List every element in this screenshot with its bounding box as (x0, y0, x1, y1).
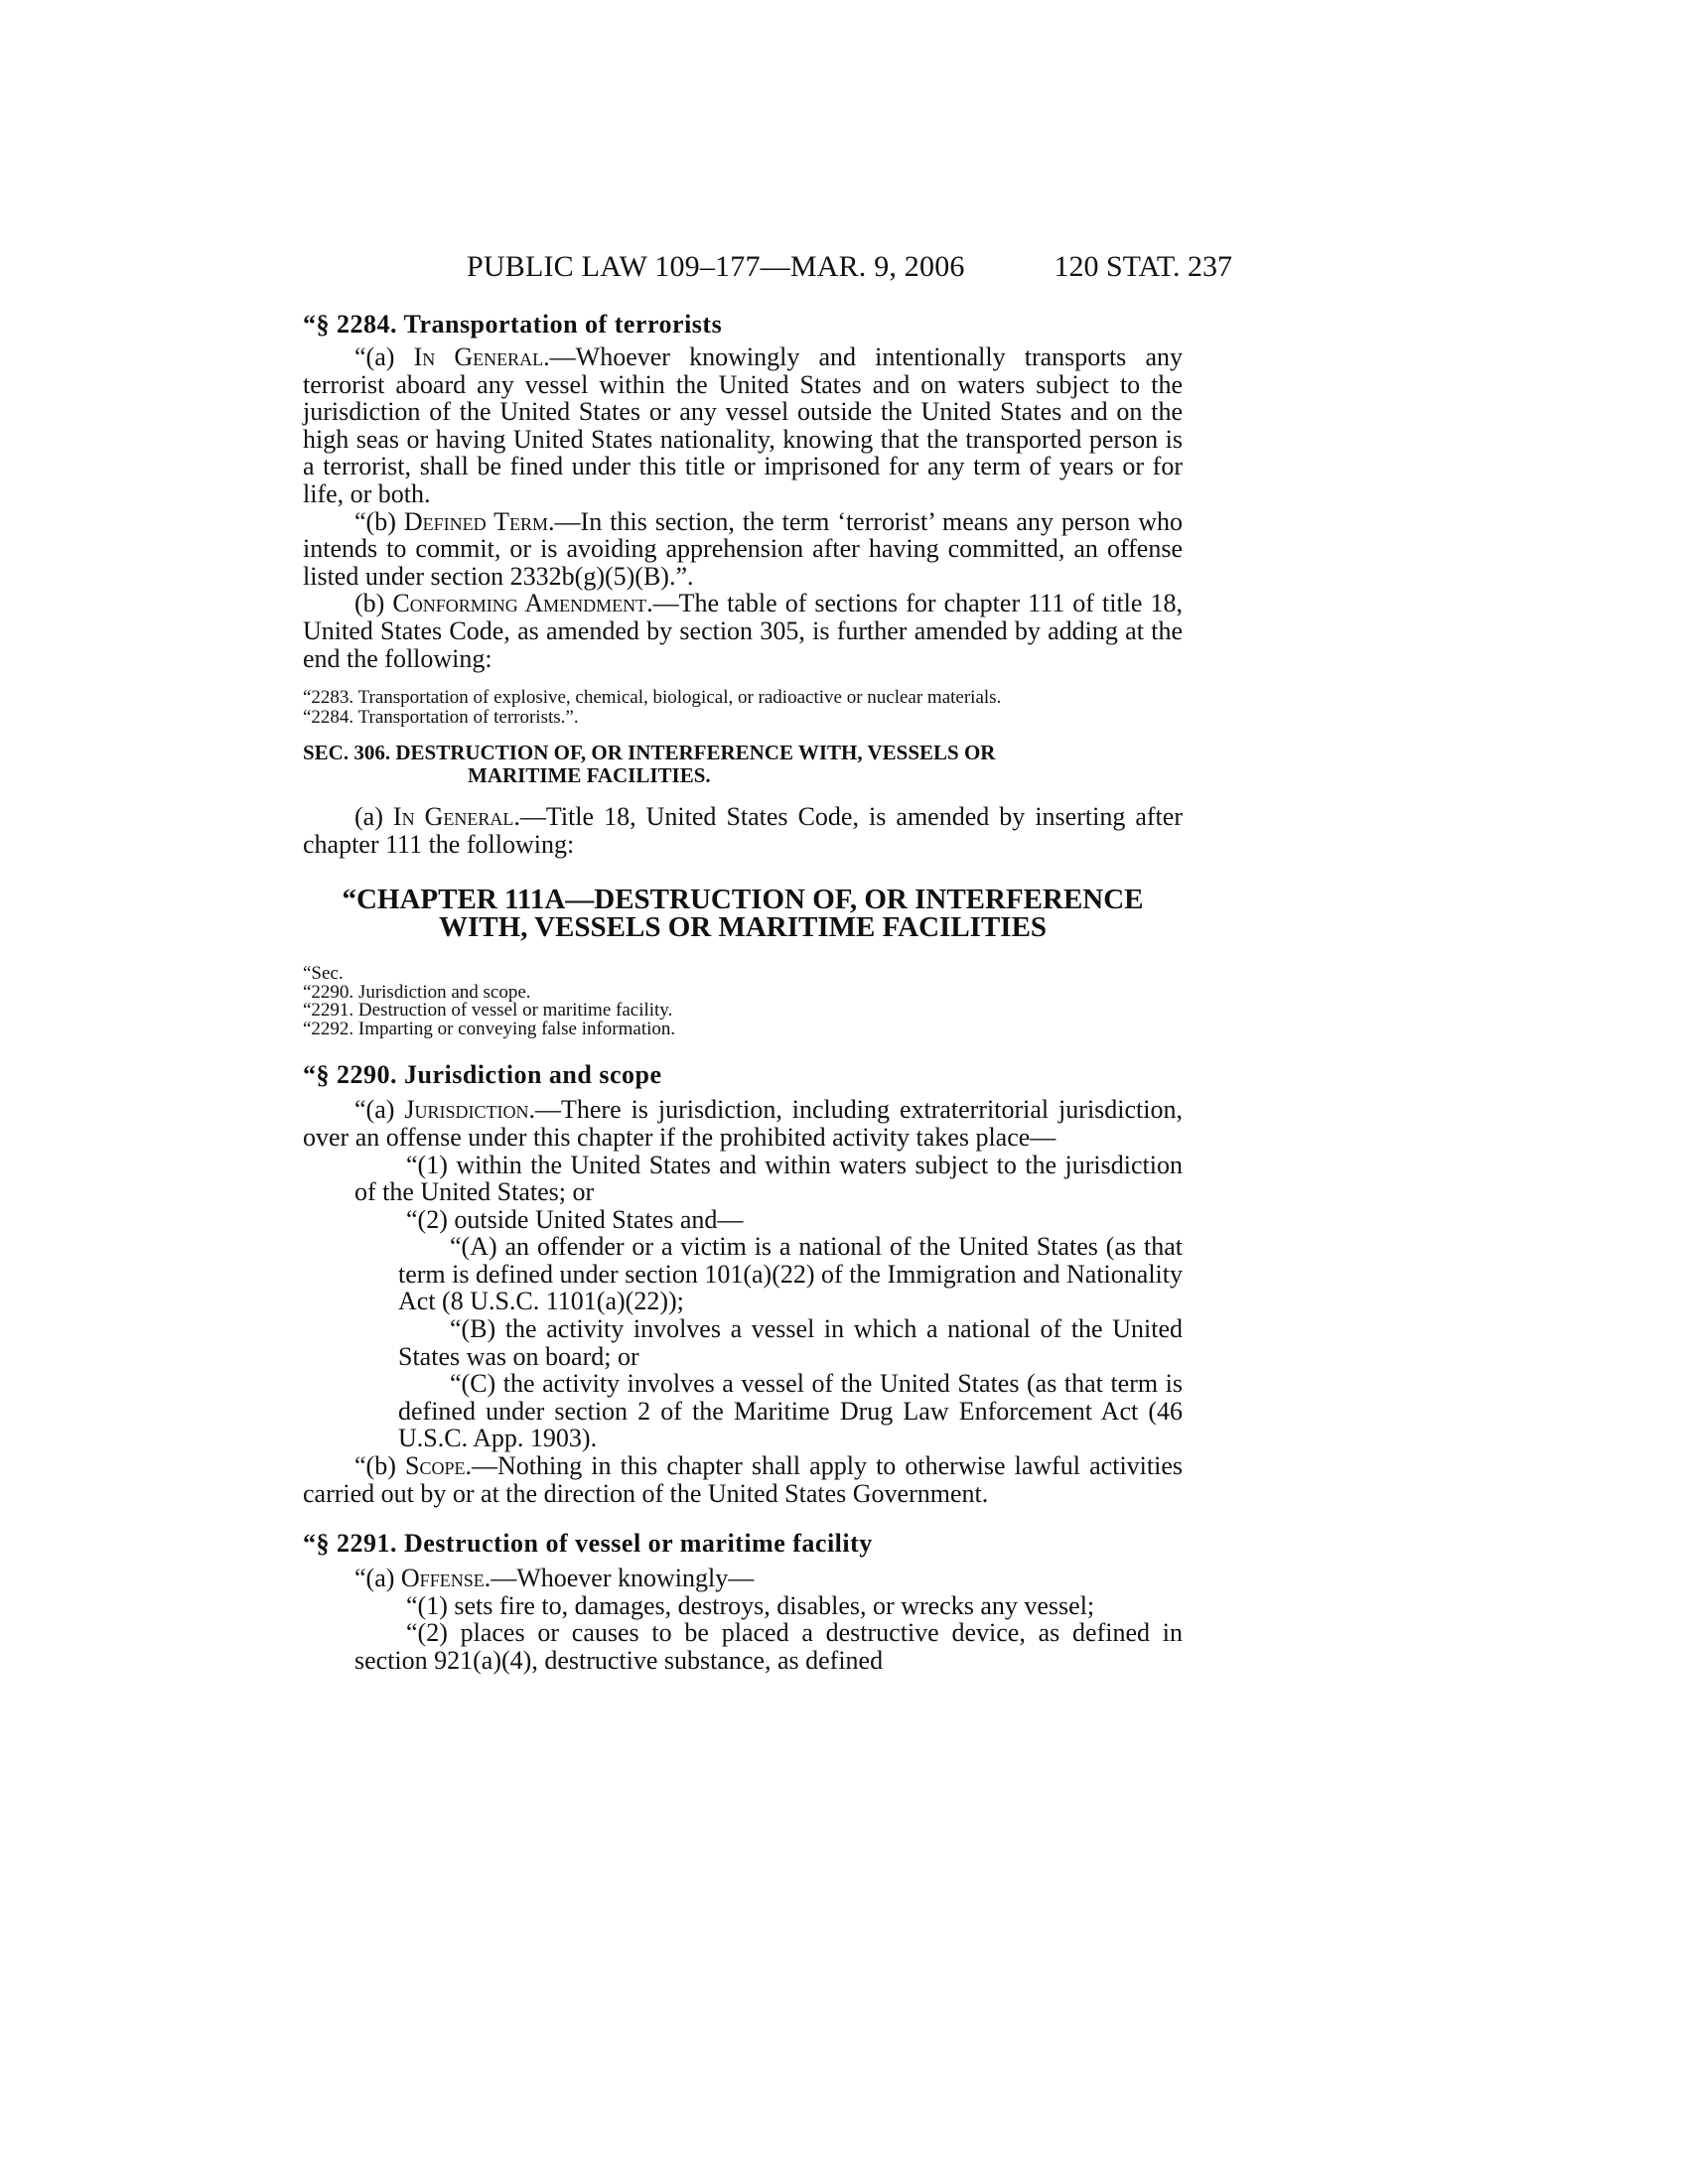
document-page (303, 250, 1232, 1675)
subsection-prefix: (a) (354, 802, 393, 832)
subsection-prefix: “(b) (354, 1451, 405, 1481)
toc-item: “2290. Jurisdiction and scope. (303, 981, 531, 1003)
statute-page-number: 120 STAT. 237 (1054, 250, 1232, 283)
sec-306-title-line: MARITIME FACILITIES. (468, 763, 711, 788)
subsection-text: .—Whoever knowingly— (484, 1564, 755, 1593)
paragraph-1: “(1) sets fire to, damages, destroys, disables, or wrecks any vessel; (406, 1590, 1095, 1620)
toc-sec-label: “Sec. (303, 963, 344, 985)
subsection-label: Conforming Amendment (392, 589, 647, 618)
section-2290-subsection-b (303, 1452, 1183, 1507)
chapter-table-of-sections (303, 965, 1183, 1038)
subsection-prefix: “(a) (354, 1564, 401, 1593)
subparagraph-C: “(C) the activity involves a vessel of the United States (as that term is defined under section 2 of the Maritime Drug Law Enforcement Act (46 U.S.C. App. 1903). (398, 1369, 1183, 1453)
subsection-text: .—Title 18, United States Code, is amended by inserting after chapter 111 the following: (303, 802, 1183, 859)
toc-item: “2284. Transportation of terrorists.”. (303, 707, 579, 729)
page-header (303, 250, 1232, 290)
running-head: PUBLIC LAW 109–177—MAR. 9, 2006 (467, 250, 965, 283)
chapter-heading-line: “CHAPTER 111A—DESTRUCTION OF, OR INTERFERENCE (342, 884, 1144, 916)
section-2290-subsection-a (303, 1096, 1183, 1151)
subsection-label: Jurisdiction (404, 1095, 529, 1125)
section-2284-subsection-a (303, 343, 1183, 508)
section-2291-subsection-a (303, 1565, 1183, 1592)
chapter-heading-line: WITH, VESSELS OR MARITIME FACILITIES (438, 911, 1048, 944)
subparagraph-A: “(A) an offender or a victim is a national of the United States (as that term is defined under section 101(a)(22) of the Immigration and Nationality Act (8 U.S.C. 1101(a)(22)); (398, 1232, 1183, 1316)
subparagraph-B: “(B) the activity involves a vessel in which a national of the United States was on board; or (398, 1314, 1183, 1371)
paragraph-2: “(2) places or causes to be placed a destructive device, as defined in section 921(a)(4), destructive substance, as defined (354, 1618, 1183, 1675)
subsection-text: .—Nothing in this chapter shall apply to otherwise lawful activities carried out by or at the direction of the United States Government. (303, 1451, 1184, 1508)
subsection-label: Defined Term (403, 506, 549, 536)
toc-item: “2283. Transportation of explosive, chemical, biological, or radioactive or nuclear materials. (303, 687, 1002, 709)
section-2291-heading: “§ 2291. Destruction of vessel or maritime facility (303, 1529, 873, 1559)
paragraph-2: “(2) outside United States and— (406, 1204, 744, 1234)
subsection-prefix: (b) (354, 589, 393, 618)
subsection-prefix: “(a) (354, 1095, 405, 1125)
subsection-label: Scope (404, 1451, 466, 1481)
subsection-prefix: “(b) (354, 506, 404, 536)
subsection-text: .—Whoever knowingly and intentionally transports any terrorist aboard any vessel within the United States and on waters subject to the jurisdiction of the United States or any vessel outside the United States and on the high seas or having United States nationality, knowing that the transported person is a terrorist, shall be fined under this title or imprisoned for any term of years or for life, or both. (303, 342, 1183, 508)
subsection-label: Offense (400, 1564, 485, 1593)
section-2284-subsection-b (303, 508, 1183, 591)
table-of-sections-amendment (303, 688, 1183, 728)
subsection-label: In General (413, 342, 544, 371)
subsection-label: In General (392, 802, 514, 832)
subsection-prefix: “(a) (354, 342, 414, 371)
subsection-text: .—In this section, the term ‘terrorist’ means any person who intends to commit, or is avoiding apprehension after having committed, an offense listed under section 2332b(g)(5)(B).”. (303, 506, 1184, 591)
conforming-amendment (303, 590, 1183, 672)
subsection-text: .—There is jurisdiction, including extraterritorial jurisdiction, over an offense under this chapter if the prohibited activity takes place— (303, 1095, 1183, 1152)
subsection-text: .—The table of sections for chapter 111 of title 18, United States Code, as amended by section 305, is further amended by adding at the end the following: (303, 589, 1183, 673)
section-2284-heading: “§ 2284. Transportation of terrorists (303, 310, 723, 339)
toc-item: “2291. Destruction of vessel or maritime facility. (303, 1000, 673, 1022)
paragraph-1: “(1) within the United States and within waters subject to the jurisdiction of the United States; or (354, 1150, 1183, 1207)
sec-306-title-line: SEC. 306. DESTRUCTION OF, OR INTERFERENCE WITH, VESSELS OR (303, 741, 996, 765)
section-2290-heading: “§ 2290. Jurisdiction and scope (303, 1060, 662, 1090)
sec-306-title (303, 742, 1183, 787)
sec-306-subsection-a (303, 803, 1183, 858)
toc-item: “2292. Imparting or conveying false information. (303, 1018, 676, 1039)
chapter-heading (303, 884, 1183, 944)
